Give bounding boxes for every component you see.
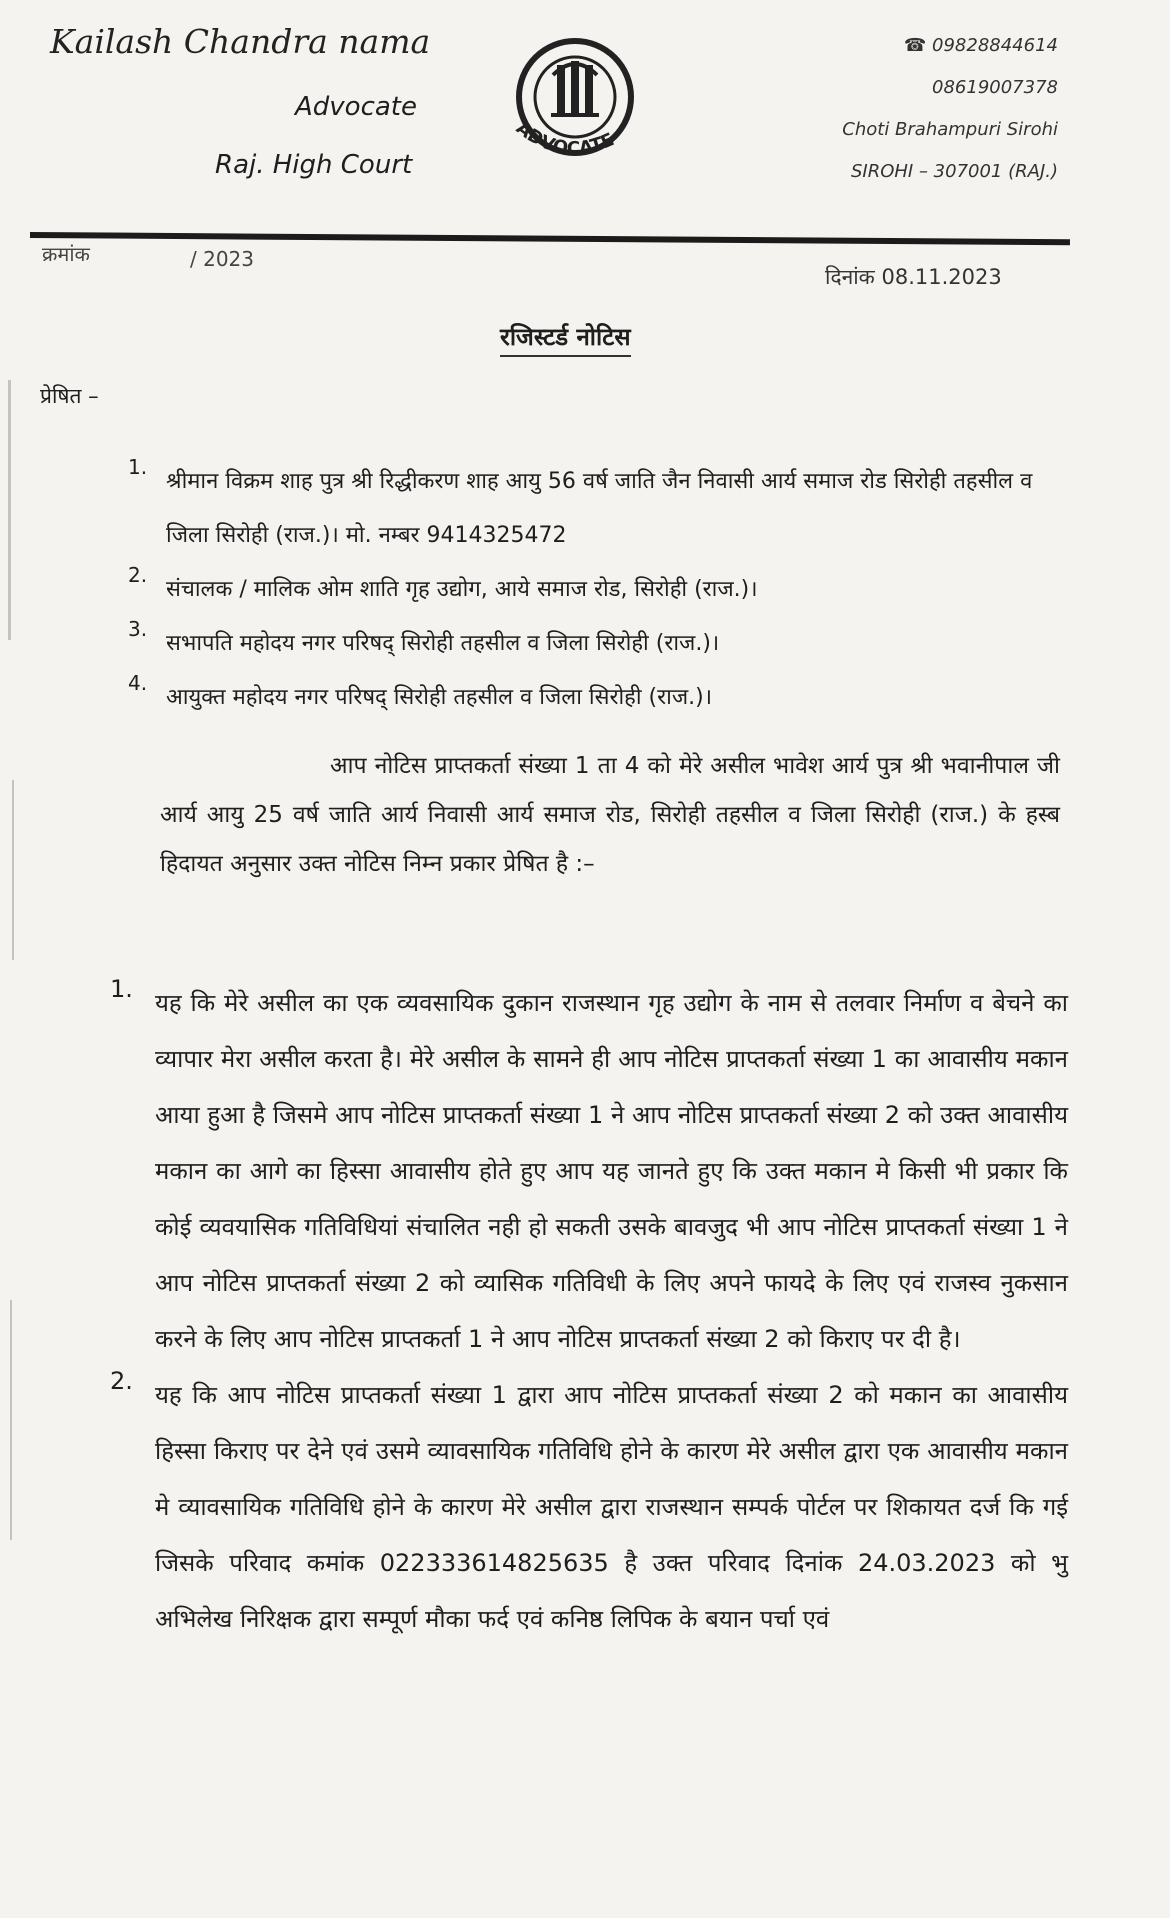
contact-block: [842, 25, 1058, 193]
notice-body: [110, 975, 1068, 1647]
recipient-item: 1. श्रीमान विक्रम शाह पुत्र श्री रिद्धीकरण शाह आयु 56 वर्ष जाति जैन निवासी आर्य समाज रोड सिरोही तहसील व जिला सिरोही (राज.)। मो. नम्बर 9414325472: [128, 455, 1033, 548]
recipient-item: 3. सभापति महोदय नगर परिषद् सिरोही तहसील व जिला सिरोही (राज.)।: [128, 617, 720, 656]
reference-year: / 2023: [190, 247, 254, 271]
header-divider: [30, 232, 1070, 245]
reference-label: क्रमांक: [42, 242, 90, 266]
address-line-1: Choti Brahampuri Sirohi: [842, 119, 1058, 140]
scan-artifact: [10, 1300, 12, 1540]
sent-to-label: प्रेषित –: [40, 384, 99, 408]
advocate-seal-logo: [505, 35, 660, 170]
advocate-name: Kailash Chandra nama: [50, 22, 431, 61]
seal-text: ADVOCATE: [512, 117, 618, 160]
notice-title: रजिस्टर्ड नोटिस: [500, 320, 631, 357]
body-paragraph: 1. यह कि मेरे असील का एक व्यवसायिक दुकान राजस्थान गृह उद्योग के नाम से तलवार निर्माण व बेचने का व्यापार मेरा असील करता है। मेरे असील के सामने ही आप नोटिस प्राप्तकर्ता संख्या 1 का आवासीय मकान आया हुआ है जिसमे आप नोटिस प्राप्तकर्ता संख्या 1 ने आप नोटिस प्राप्तकर्ता संख्या 2 को उक्त आवासीय मकान का आगे का हिस्सा आवासीय होते हुए आप यह जानते हुए कि उक्त मकान मे किसी भी प्रकार कि कोई व्यवयासिक गतिविधियां संचालित नही हो सकती उसके बावजुद भी आप नोटिस प्राप्तकर्ता संख्या 1 ने आप नोटिस प्राप्तकर्ता संख्या 2 को व्यासिक गतिविधी के लिए अपने फायदे के लिए एवं राजस्व नुकसान करने के लिए आप नोटिस प्राप्तकर्ता 1 ने आप नोटिस प्राप्तकर्ता संख्या 2 को किराए पर दी है।: [110, 975, 1068, 1353]
phone-icon: ☎: [903, 35, 933, 56]
scan-artifact: [8, 380, 11, 640]
svg-text:ADVOCATE: [512, 118, 617, 160]
recipient-item: 2. संचालक / मालिक ओम शाति गृह उद्योग, आये समाज रोड, सिरोही (राज.)।: [128, 563, 758, 602]
phone-2: 08619007378: [932, 77, 1058, 98]
recipient-list: [128, 455, 1058, 725]
notice-date: दिनांक 08.11.2023: [825, 265, 1002, 289]
body-paragraph: 2. यह कि आप नोटिस प्राप्तकर्ता संख्या 1 द्वारा आप नोटिस प्राप्तकर्ता संख्या 2 को मकान का आवासीय हिस्सा किराए पर देने एवं उसमे व्यावसायिक गतिविधि होने के कारण मेरे असील द्वारा एक आवासीय मकान मे व्यावसायिक गतिविधि होने के कारण मेरे असील द्वारा राजस्थान सम्पर्क पोर्टल पर शिकायत दर्ज कि गई जिसके परिवाद कमांक 022333614825635 है उक्त परिवाद दिनांक 24.03.2023 को भु अभिलेख निरिक्षक द्वारा सम्पूर्ण मौका फर्द एवं कनिष्ठ लिपिक के बयान पर्चा एवं: [110, 1367, 1068, 1633]
phone-1: ☎ 09828844614: [903, 35, 1058, 56]
scan-artifact: [12, 780, 14, 960]
advocate-title: Advocate: [295, 92, 418, 122]
intro-paragraph: आप नोटिस प्राप्तकर्ता संख्या 1 ता 4 को मेरे असील भावेश आर्य पुत्र श्री भवानीपाल जी आर्य आयु 25 वर्ष जाति आर्य निवासी आर्य समाज रोड, सिरोही तहसील व जिला सिरोही (राज.) के हस्ब हिदायत अनुसार उक्त नोटिस निम्न प्रकार प्रेषित है :–: [160, 753, 1060, 877]
recipient-item: 4. आयुक्त महोदय नगर परिषद् सिरोही तहसील व जिला सिरोही (राज.)।: [128, 671, 713, 710]
court-name: Raj. High Court: [215, 150, 413, 180]
address-line-2: SIROHI – 307001 (RAJ.): [850, 161, 1058, 182]
